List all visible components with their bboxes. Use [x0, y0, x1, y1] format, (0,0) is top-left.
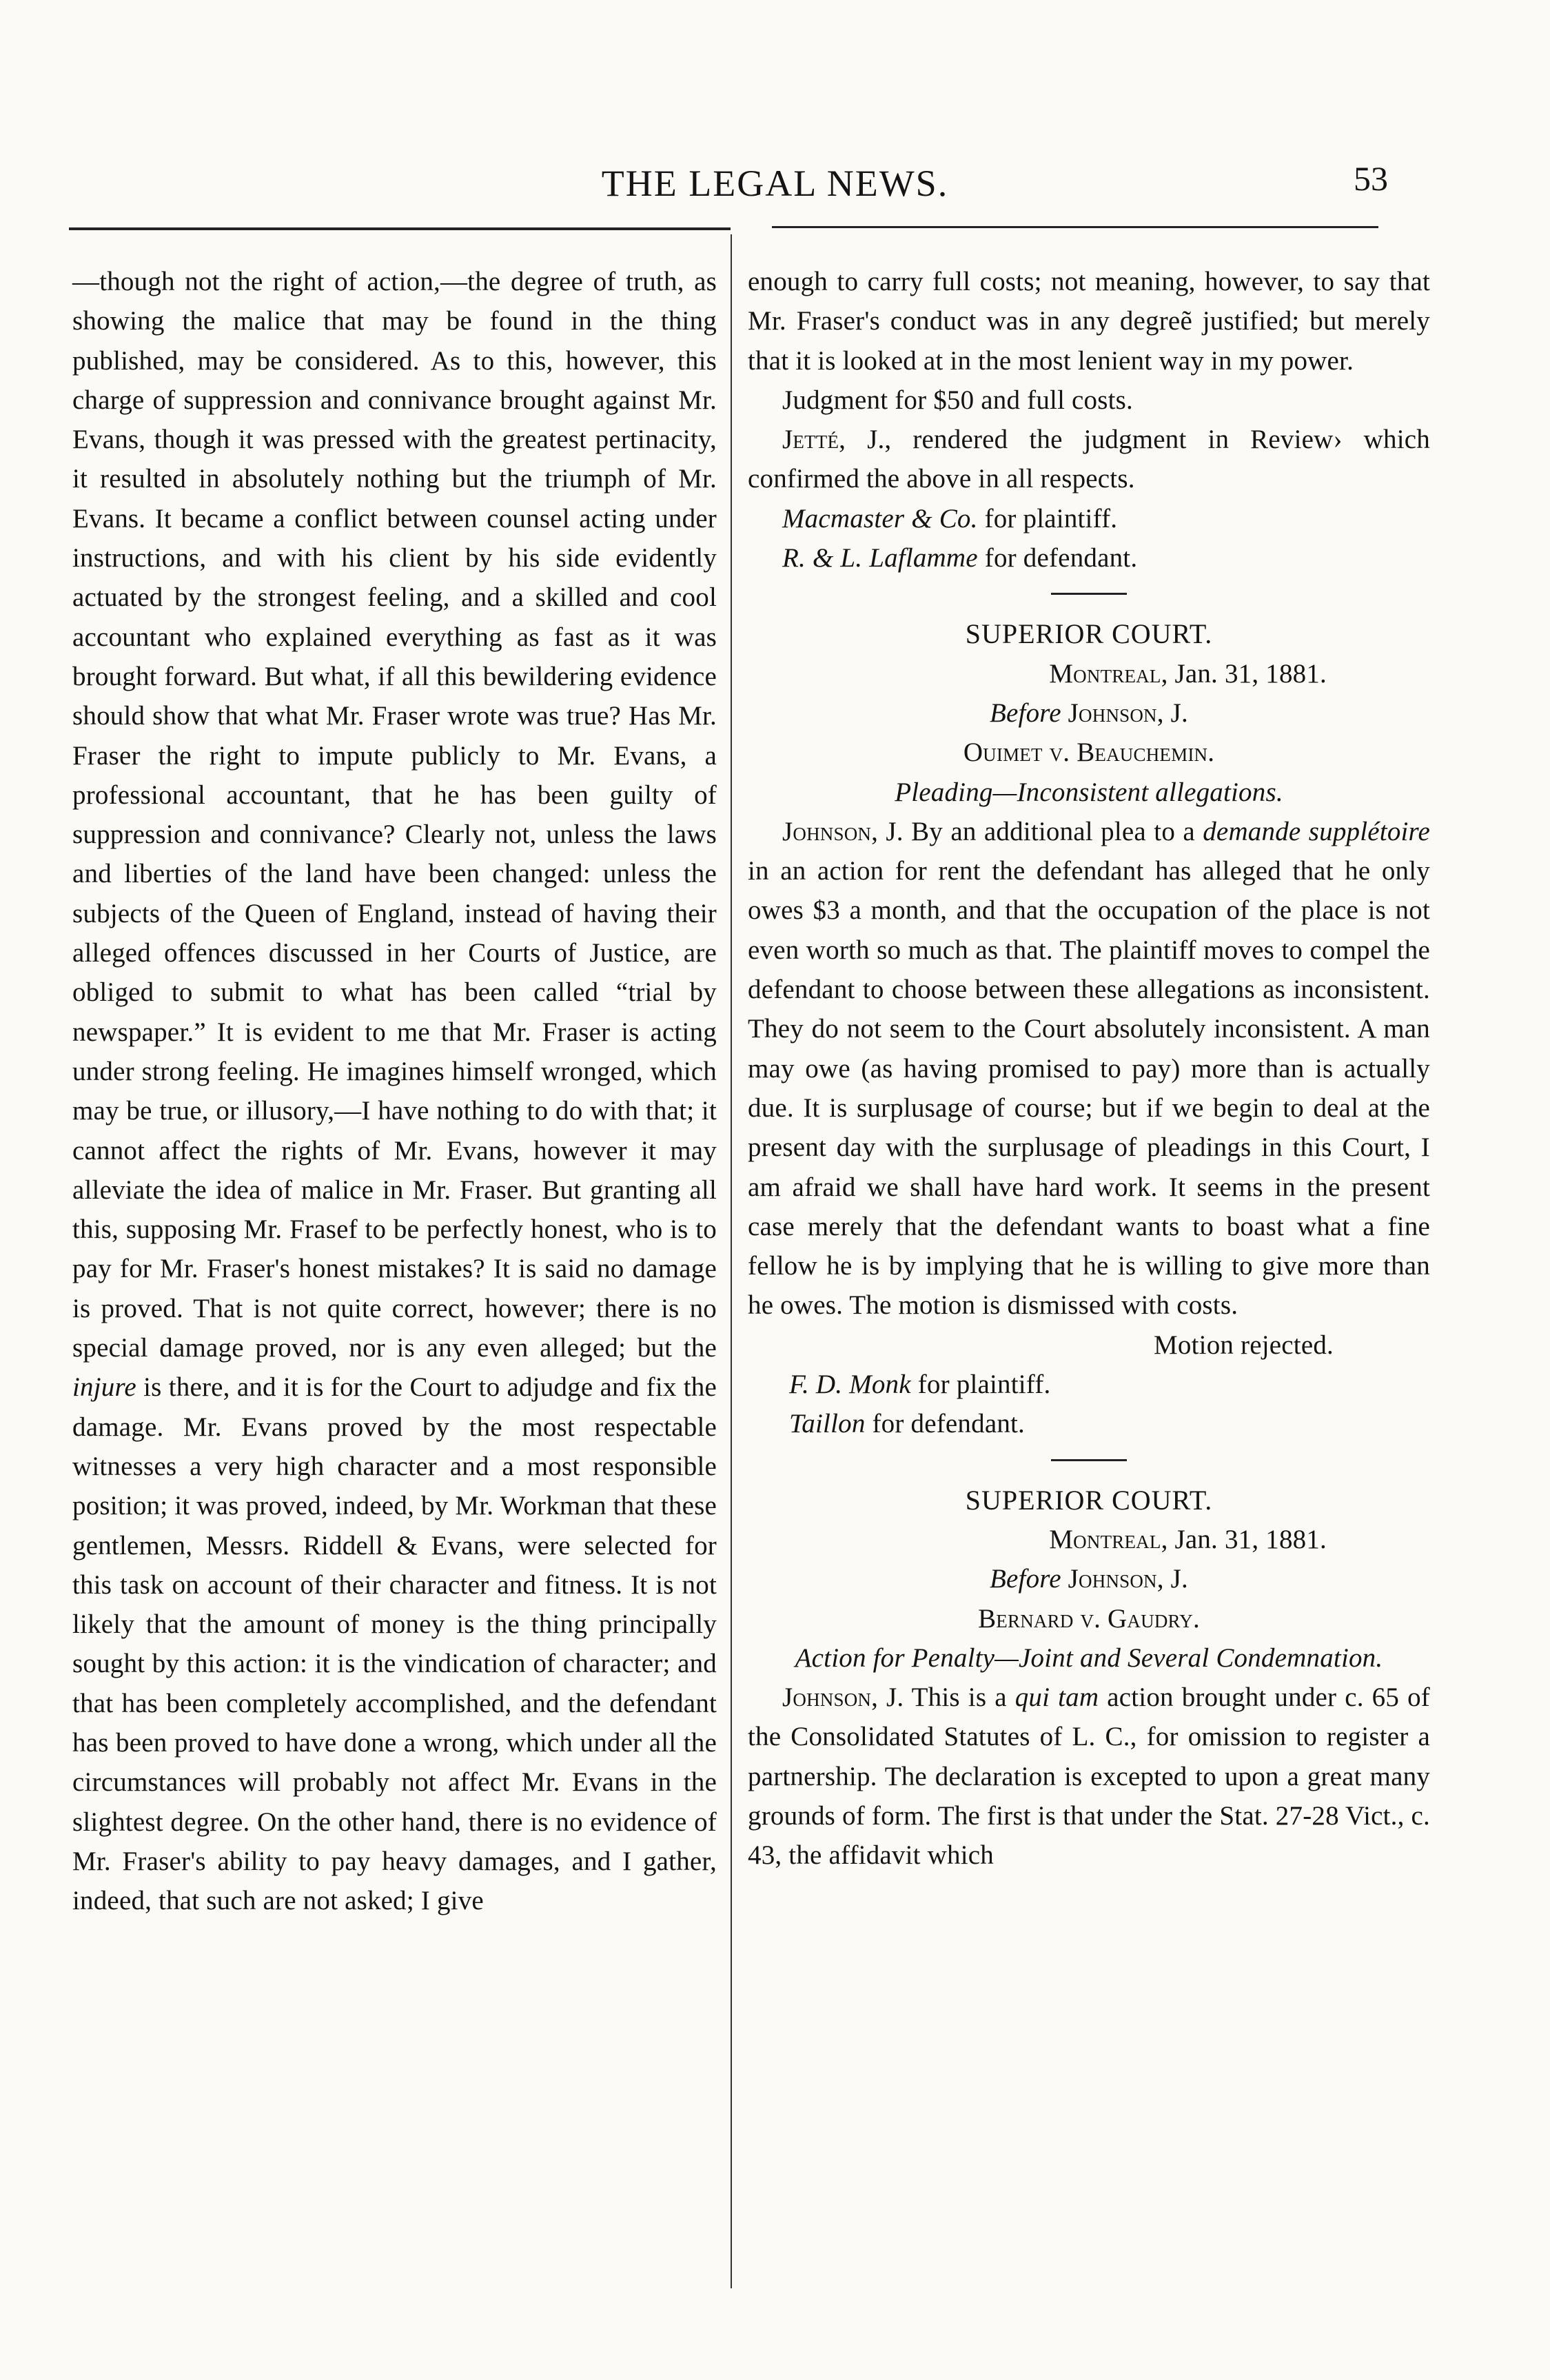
case-place: Montreal	[1049, 658, 1161, 689]
case-text-b: in an action for rent the defendant has alleged that he only owes $3 a month, and that the occupation of the place is not even worth so much as that. The plaintiff moves to compel the defendant to choose between these allegations as inconsistent. They do not seem to the Court absolutely inconsistent. A man may owe (as having promised to pay) more than is actually due. It is surplusage of course; but if we begin to deal at the present day with the surplusage of pleadings in this Court, I am afraid we shall have hard work. It seems in the present case merely that the defendant wants to boast what a fine fellow he is by implying that he is willing to give more than he owes. The motion is dismissed with costs.	[748, 856, 1430, 1321]
column-divider	[731, 234, 732, 2288]
section-rule	[1051, 1459, 1127, 1461]
case-text-a: , J. This is a	[871, 1682, 1015, 1713]
case-body	[748, 1678, 1430, 1875]
header-rule-left	[69, 227, 731, 230]
attorney-role: for plaintiff.	[977, 503, 1118, 533]
left-text-a: —though not the right of action,—the degree of truth, as showing the malice that may be found in the thing published, may be considered. As to this, however, this charge of suppression and connivance brought against Mr. Evans, though it was pressed with the greatest pertinacity, it resulted in absolutely nothing but the triumph of Mr. Evans. It became a conflict between counsel acting under instructions, and with his client by his side evidently actuated by the strongest feeling, and a skilled and cool accountant who explained everything as fast as it was brought forward. But what, if all this bewildering evidence should show that what Mr. Fraser wrote was true? Has Mr. Fraser the right to impute publicly to Mr. Evans, a professional accountant, that he has been guilty of suppression and connivance? Clearly not, unless the laws and liberties of the land have been changed: unless the subjects of the Queen of England, instead of having their alleged offences discussed in her Courts of Justice, are obliged to submit to what has been called “trial by newspaper.” It is evident to me that Mr. Fraser is acting under strong feeling. He imagines himself wronged, which may be true, or illusory,—I have nothing to do with that; it cannot affect the rights of Mr. Evans, however it may alleviate the idea of malice in Mr. Fraser. But granting all this, supposing Mr. Frasef to be perfectly honest, who is to pay for Mr. Fraser's honest mistakes? It is said no damage is proved. That is not quite correct, however; there is no special damage proved, nor is any even alleged; but the	[72, 267, 717, 1363]
case-title: Bernard v. Gaudry.	[978, 1603, 1200, 1634]
case-body	[748, 812, 1430, 1325]
left-column	[72, 262, 717, 1920]
case-italic: demande supplétoire	[1203, 816, 1430, 846]
running-title: THE LEGAL NEWS.	[601, 163, 949, 204]
attorney-name: Taillon	[789, 1409, 866, 1439]
judgment-line: Judgment for $50 and full costs.	[782, 385, 1134, 415]
case-subject-text: Action for Penalty—Joint and Several Condemnation.	[795, 1642, 1383, 1673]
case-subject	[748, 773, 1430, 812]
case-date-line	[748, 654, 1430, 693]
attorney-name: F. D. Monk	[789, 1370, 911, 1400]
case-attorney-plaintiff	[748, 1365, 1430, 1404]
header-rule-right	[772, 226, 1378, 228]
attorney-role: for defendant.	[977, 543, 1138, 573]
case-text-a: , J. By an additional plea to a	[871, 816, 1203, 846]
right-column	[748, 262, 1430, 1875]
attorney-plaintiff	[748, 499, 1430, 538]
attorney-name: R. & L. Laflamme	[782, 543, 978, 573]
case-date: , Jan. 31, 1881.	[1161, 1524, 1327, 1554]
review-text: , J., rendered the judgment in Review› which confirmed the above in all respects.	[748, 425, 1430, 494]
attorney-name: Macmaster & Co.	[782, 503, 978, 533]
case-speaker: Johnson	[782, 816, 872, 846]
page-number: 53	[1354, 159, 1388, 198]
review-paragraph	[748, 420, 1430, 499]
case-subject-text: Pleading—Inconsistent allegations.	[895, 777, 1283, 807]
before-word: Before	[990, 698, 1061, 728]
case-judge: Johnson, J.	[1061, 1564, 1188, 1594]
attorney-role: for defendant.	[865, 1409, 1026, 1439]
court-heading: SUPERIOR COURT.	[965, 618, 1213, 650]
before-word: Before	[990, 1564, 1061, 1594]
case-text-b: action brought under c. 65 of the Consolidated Statutes of L. C., for omission to register a partnership. The declaration is excepted to upon a great many grounds of form. The first is that under the Stat. 27-28 Vict., c. 43, the affidavit which	[748, 1682, 1430, 1871]
court-heading: SUPERIOR COURT.	[965, 1484, 1213, 1516]
right-paragraph-continuation: enough to carry full costs; not meaning, however, to say that Mr. Fraser's conduct was in any degreẽ justified; but merely that it is looked at in the most lenient way in my power.	[748, 267, 1430, 376]
case-judge: Johnson, J.	[1061, 698, 1188, 728]
case-speaker: Johnson	[782, 1682, 872, 1713]
left-paragraph	[72, 262, 717, 1920]
case-date-line	[748, 1520, 1430, 1559]
case-judge-line	[748, 693, 1430, 733]
case-subject	[748, 1638, 1430, 1678]
section-rule	[1051, 593, 1127, 595]
page-header	[0, 145, 1550, 221]
emphasis-injure: injure	[72, 1372, 136, 1403]
case-date: , Jan. 31, 1881.	[1161, 658, 1327, 689]
case-title: Ouimet v. Beauchemin.	[963, 738, 1215, 768]
attorney-defendant	[748, 538, 1430, 578]
case-judge-line	[748, 1559, 1430, 1598]
attorney-role: for plaintiff.	[910, 1370, 1051, 1400]
case-attorney-defendant	[748, 1404, 1430, 1443]
judge-jette: Jetté	[782, 425, 839, 455]
case-result: Motion rejected.	[1154, 1330, 1334, 1360]
left-text-b: is there, and it is for the Court to adjudge and fix the damage. Mr. Evans proved by the most respectable witnesses a very high character and a most responsible position; it was proved, indeed, by Mr. Workman that these gentlemen, Messrs. Riddell & Evans, were selected for this task on account of their character and fitness. It is not likely that the amount of money is the thing principally sought by this action: it is the vindication of character; and that has been completely accomplished, and the defendant has been proved to have done a wrong, which under all the circumstances will probably not affect Mr. Evans in the slightest degree. On the other hand, there is no evidence of Mr. Fraser's ability to pay heavy damages, and I gather, indeed, that such are not asked; I give	[72, 1372, 717, 1916]
case-italic: qui tam	[1014, 1682, 1099, 1713]
case-place: Montreal	[1049, 1524, 1161, 1554]
